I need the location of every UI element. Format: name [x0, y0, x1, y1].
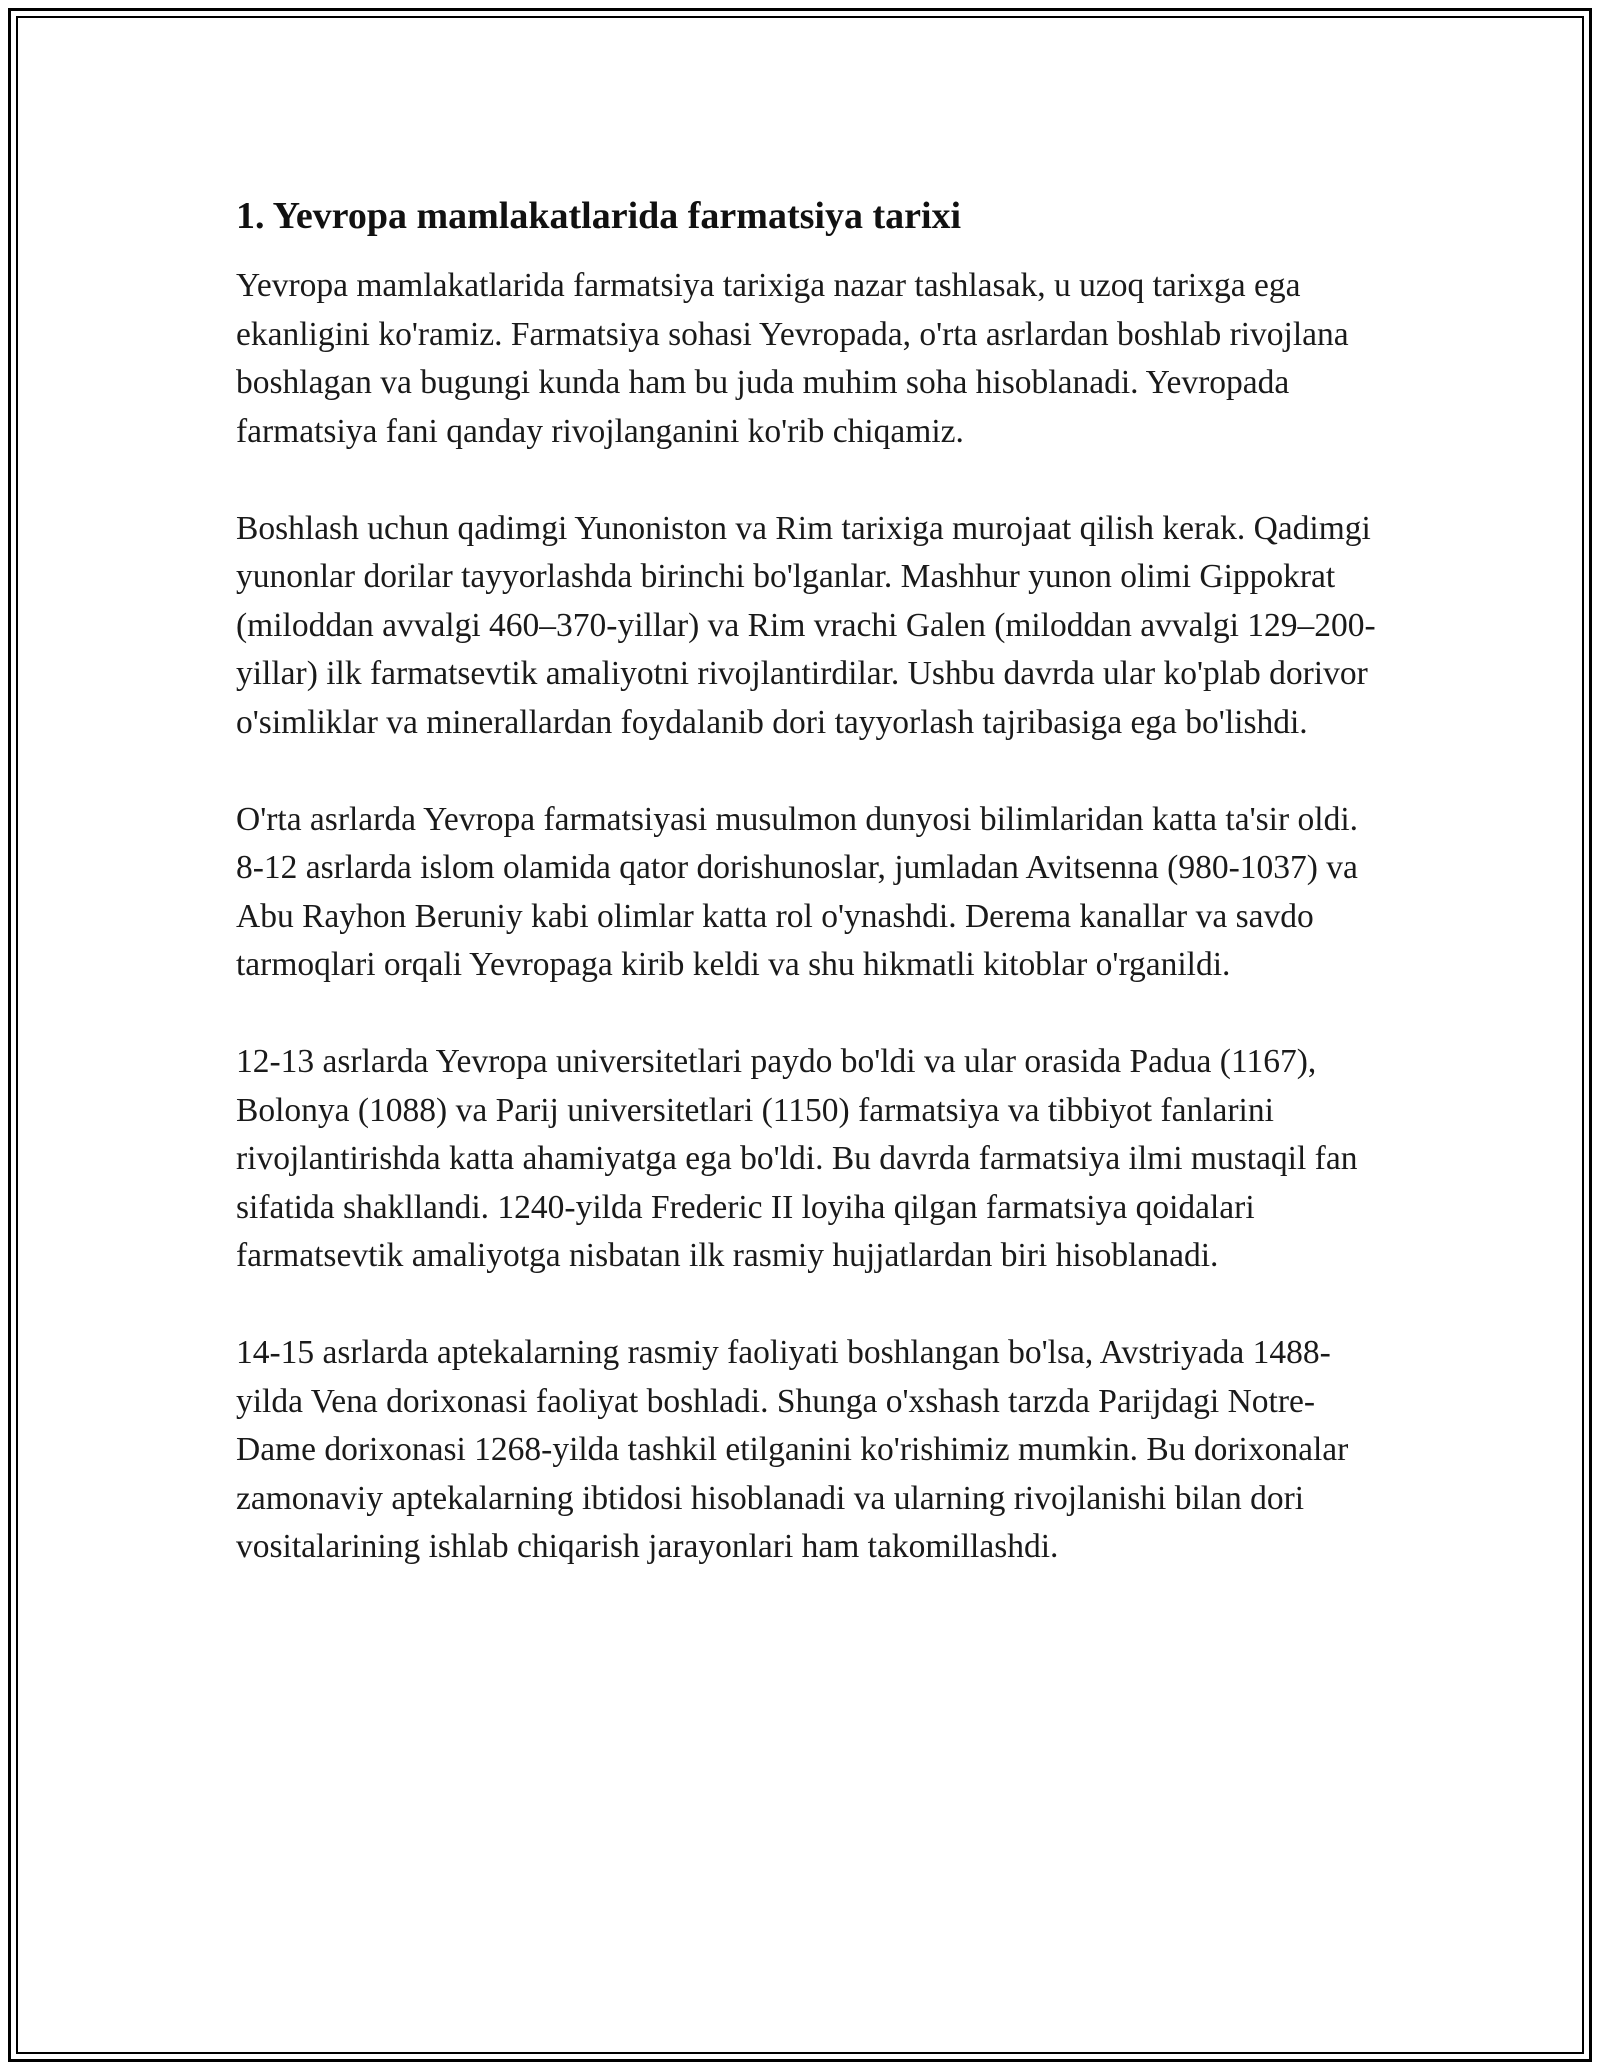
document-body [236, 186, 1376, 1620]
paragraph-intro: Yevropa mamlakatlarida farmatsiya tarixiga nazar tashlasak, u uzoq tarixga ega ekanligini ko'ramiz. Farmatsiya sohasi Yevropada, o'rta asrlardan boshlab rivojlana boshlagan va bugungi kunda ham bu juda muhim soha hisoblanadi. Yevropada farmatsiya fani qanday rivojlanganini ko'rib chiqamiz. [236, 267, 1349, 450]
section-heading: 1. Yevropa mamlakatlarida farmatsiya tarixi [236, 195, 962, 237]
paragraph-pharmacies: 14-15 asrlarda aptekalarning rasmiy faoliyati boshlangan bo'lsa, Avstriyada 1488-yilda Vena dorixonasi faoliyat boshladi. Shunga o'xshash tarzda Parijdagi Notre-Dame dorixonasi 1268-yilda tashkil etilganini ko'rishimiz mumkin. Bu dorixonalar zamonaviy aptekalarning ibtidosi hisoblanadi va ularning rivojlanishi bilan dori vositalarining ishlab chiqarish jarayonlari ham takomillashdi. [236, 1334, 1349, 1565]
paragraph-ancient-greece-rome: Boshlash uchun qadimgi Yunoniston va Rim tarixiga murojaat qilish kerak. Qadimgi yunonlar dorilar tayyorlashda birinchi bo'lganlar. Mashhur yunon olimi Gippokrat (miloddan avvalgi 460–370-yillar) va Rim vrachi Galen (miloddan avvalgi 129–200-yillar) ilk farmatsevtik amaliyotni rivojlantirdilar. Ushbu davrda ular ko'plab dorivor o'simliklar va minerallardan foydalanib dori tayyorlash tajribasiga ega bo'lishdi. [236, 509, 1376, 741]
paragraph-universities: 12-13 asrlarda Yevropa universitetlari paydo bo'ldi va ular orasida Padua (1167), Bolonya (1088) va Parij universitetlari (1150) farmatsiya va tibbiyot fanlarini rivojlantirishda katta ahamiyatga ega bo'ldi. Bu davrda farmatsiya ilmi mustaqil fan sifatida shakllandi. 1240-yilda Frederic II loyiha qilgan farmatsiya qoidalari farmatsevtik amaliyotga nisbatan ilk rasmiy hujjatlardan biri hisoblanadi. [236, 1043, 1358, 1274]
paragraph-middle-ages: O'rta asrlarda Yevropa farmatsiyasi musulmon dunyosi bilimlaridan katta ta'sir oldi. 8-12 asrlarda islom olamida qator dorishunoslar, jumladan Avitsenna (980-1037) va Abu Rayhon Beruniy kabi olimlar katta rol o'ynashdi. Derema kanallar va savdo tarmoqlari orqali Yevropaga kirib keldi va shu hikmatli kitoblar o'rganildi. [236, 800, 1359, 983]
